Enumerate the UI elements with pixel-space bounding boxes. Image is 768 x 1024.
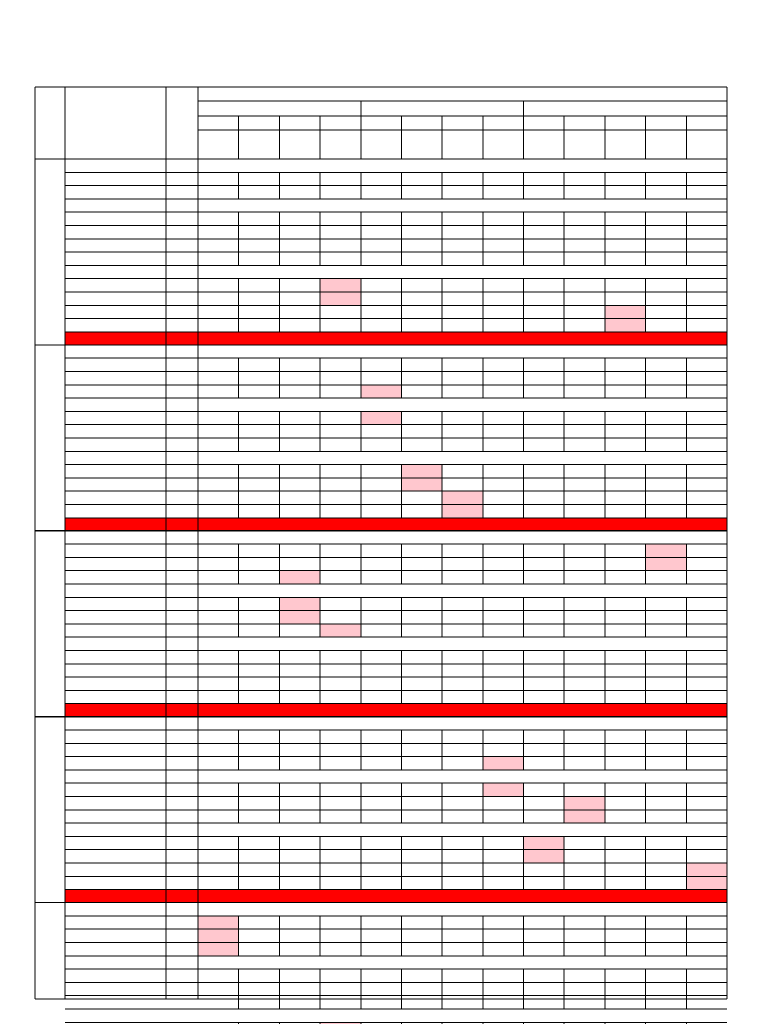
highlight-cell — [483, 757, 524, 770]
highlight-cell — [198, 943, 239, 956]
highlight-cell — [361, 385, 402, 398]
highlight-cell — [483, 783, 524, 796]
section-separator — [65, 518, 727, 531]
highlight-cell — [279, 571, 320, 584]
highlight-cell — [361, 411, 402, 424]
highlight-cell — [320, 624, 361, 637]
section-separator — [65, 704, 727, 717]
section-separator — [65, 332, 727, 345]
section-separator — [65, 890, 727, 903]
